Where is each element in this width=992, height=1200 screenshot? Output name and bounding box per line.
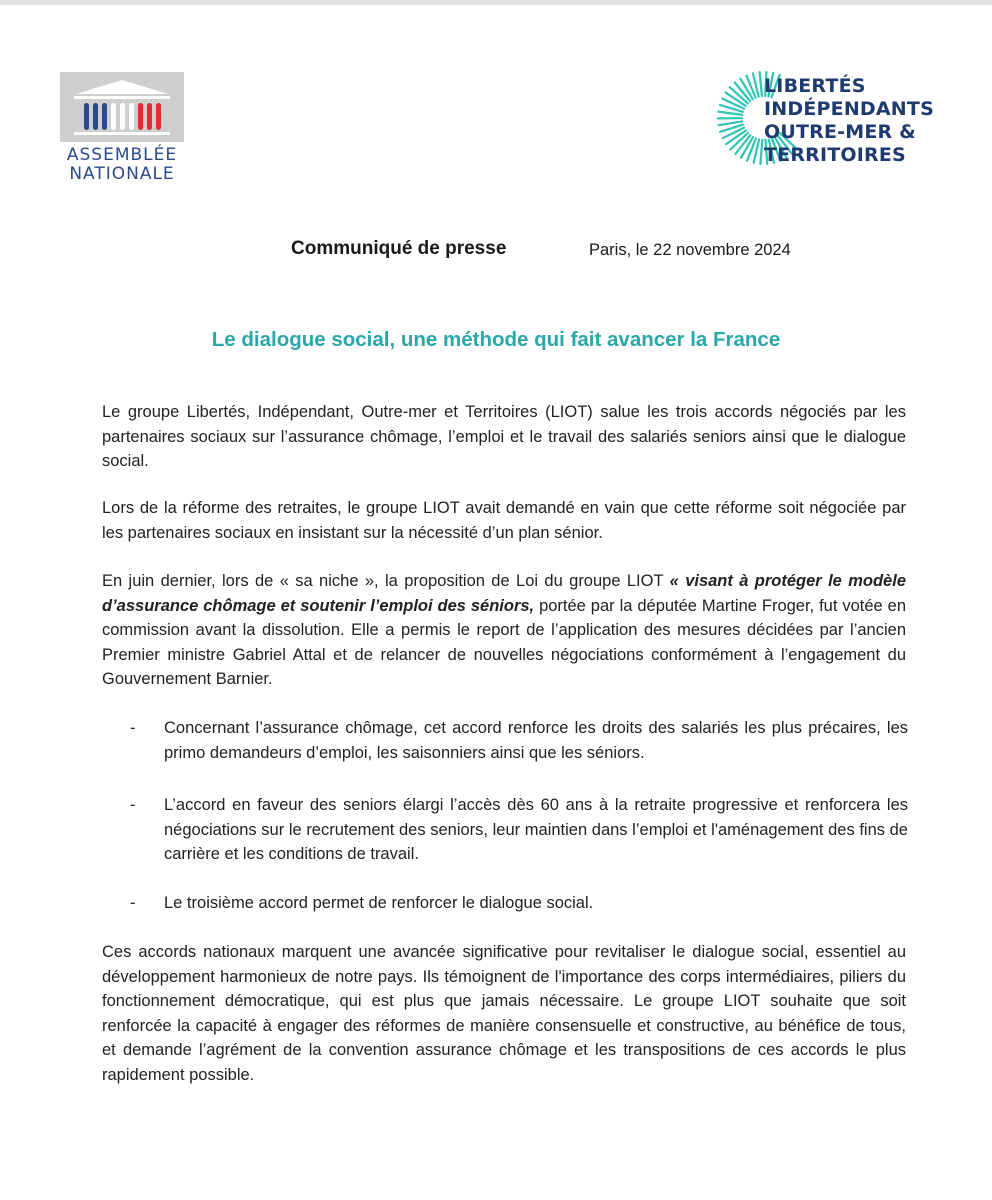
release-date: Paris, le 22 novembre 2024 [589,241,791,259]
liot-logo-line1: LIBERTÉS [764,75,866,97]
paragraph-text-end: portée par la députée Martine Froger, fut votée en commission avant la dissolution. Elle a permis le report de l’application des mesures décidées par l’ancien Premier ministre Gabriel Attal et de relancer de nouvelles négociations conformément à l’engagement du Gouvernement Barnier. [102,596,906,688]
list-dash: - [130,894,136,912]
sunburst-ray [760,140,762,164]
liot-logo-line2: INDÉPENDANTS [764,98,934,120]
sunburst-ray [718,112,742,115]
paragraph-proposition-loi [102,569,906,692]
bill-title-emphasis: « visant à protéger le modèle d’assurance chômage et soutenir l’emploi des séniors, [102,572,906,615]
paragraph-text-start: En juin dernier, lors de « sa niche », la proposition de Loi du groupe LIOT [102,572,670,590]
list-item-text: Concernant l’assurance chômage, cet accord renforce les droits des salariés les plus précaires, les primo demandeurs d’emploi, les saisonniers ainsi que les séniors. [164,719,908,762]
paragraph-conclusion: Ces accords nationaux marquent une avancée significative pour revitaliser le dialogue social, essentiel au développement harmonieux de notre pays. Ils témoignent de l'importance des corps intermédiaires, piliers du fonctionnement démocratique, qui est plus que jamais nécessaire. Le groupe LIOT souhaite que soit renforcée la capacité à engager des réformes de manière consensuelle et constructive, au bénéfice de tous, et demande l’agrément de la convention assurance chômage et les transpositions de ces accords le plus rapidement possible. [102,943,906,1084]
paragraph-retraites: Lors de la réforme des retraites, le groupe LIOT avait demandé en vain que cette réforme soit négociée par les partenaires sociaux en insistant sur la nécessité d’un plan sénior. [102,499,906,542]
hemicycle-icon [60,72,184,142]
assemblee-nationale-logo [58,72,186,186]
list-item-text: L’accord en faveur des seniors élargi l’accès dès 60 ans à la retraite progressive et renforcera les négociations sur le recrutement des seniors, leur maintien dans l’emploi et l'aménagement des fins de carrière et les conditions de travail. [164,796,908,863]
sunburst-ray [719,121,743,125]
press-header [0,238,992,268]
list-dash: - [130,719,136,737]
liot-logo-line3: OUTRE-MER & [764,121,916,143]
liot-logo [714,70,944,170]
sunburst-ray [760,72,762,96]
assemblee-logo-line1: ASSEMBLÉE [66,145,178,165]
list-item-text: Le troisième accord permet de renforcer le dialogue social. [164,894,594,912]
document-title: Le dialogue social, une méthode qui fait avancer la France [211,328,781,351]
liot-logo-line4: TERRITOIRES [764,144,906,166]
assemblee-logo-line2: NATIONALE [69,164,175,184]
list-dash: - [130,796,136,814]
paragraph-intro: Le groupe Libertés, Indépendant, Outre-mer et Territoires (LIOT) salue les trois accords négociés par les partenaires sociaux sur l’assurance chômage, l’emploi et le travail des salariés seniors ainsi que le dialogue social. [102,403,906,470]
page-top-rule [0,0,992,5]
press-release-label: Communiqué de presse [291,238,507,259]
